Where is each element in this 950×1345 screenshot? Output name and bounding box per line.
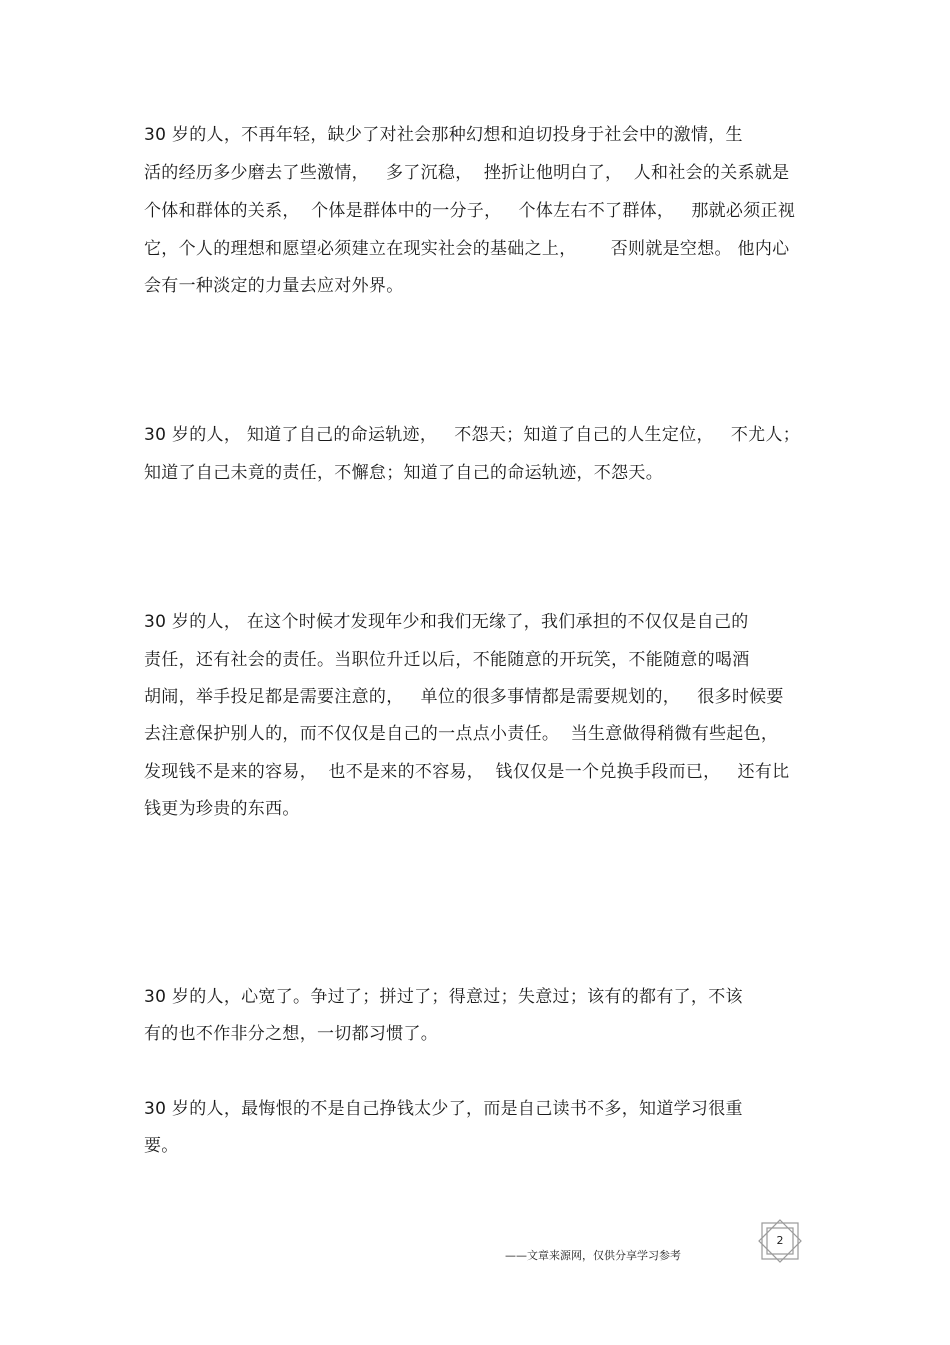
paragraph-line: 活的经历多少磨去了些激情， 多了沉稳， 挫折让他明白了， 人和社会的关系就是 <box>144 163 790 183</box>
paragraph-line: 30 岁的人，最悔恨的不是自己挣钱太少了，而是自己读书不多，知道学习很重 <box>144 1099 743 1119</box>
paragraph-line: 30 岁的人，心宽了。争过了；拼过了；得意过；失意过；该有的都有了，不该 <box>144 987 743 1007</box>
paragraph-line: 它，个人的理想和愿望必须建立在现实社会的基础之上， 否则就是空想。 他内心 <box>144 239 790 259</box>
paragraph-line: 会有一种淡定的力量去应对外界。 <box>144 276 404 296</box>
paragraph-line: 知道了自己未竟的责任，不懈怠；知道了自己的命运轨迹，不怨天。 <box>144 463 663 483</box>
paragraph-line: 30 岁的人， 在这个时候才发现年少和我们无缘了，我们承担的不仅仅是自己的 <box>144 612 749 632</box>
paragraph-line: 发现钱不是来的容易， 也不是来的不容易， 钱仅仅是一个兑换手段而已， 还有比 <box>144 762 790 782</box>
paragraph-line: 30 岁的人，不再年轻，缺少了对社会那种幻想和迫切投身于社会中的激情，生 <box>144 125 743 145</box>
paragraph-line: 个体和群体的关系， 个体是群体中的一分子， 个体左右不了群体， 那就必须正视 <box>144 201 796 221</box>
paragraph-line: 钱更为珍贵的东西。 <box>144 799 300 819</box>
paragraph-line: 责任，还有社会的责任。当职位升迁以后，不能随意的开玩笑，不能随意的喝酒 <box>144 650 750 670</box>
page-number-badge <box>756 1219 804 1263</box>
footer-source-note: ——文章来源网，仅供分享学习参考 <box>505 1249 681 1262</box>
paragraph-line: 要。 <box>144 1136 179 1156</box>
paragraph-line: 有的也不作非分之想，一切都习惯了。 <box>144 1024 439 1044</box>
paragraph-line: 去注意保护别人的，而不仅仅是自己的一点点小责任。 当生意做得稍微有些起色， <box>144 724 779 744</box>
page-number: 2 <box>776 1234 784 1247</box>
paragraph-line: 胡闹，举手投足都是需要注意的， 单位的很多事情都是需要规划的， 很多时候要 <box>144 687 784 707</box>
paragraph-line: 30 岁的人， 知道了自己的命运轨迹， 不怨天；知道了自己的人生定位， 不尤人； <box>144 425 801 445</box>
